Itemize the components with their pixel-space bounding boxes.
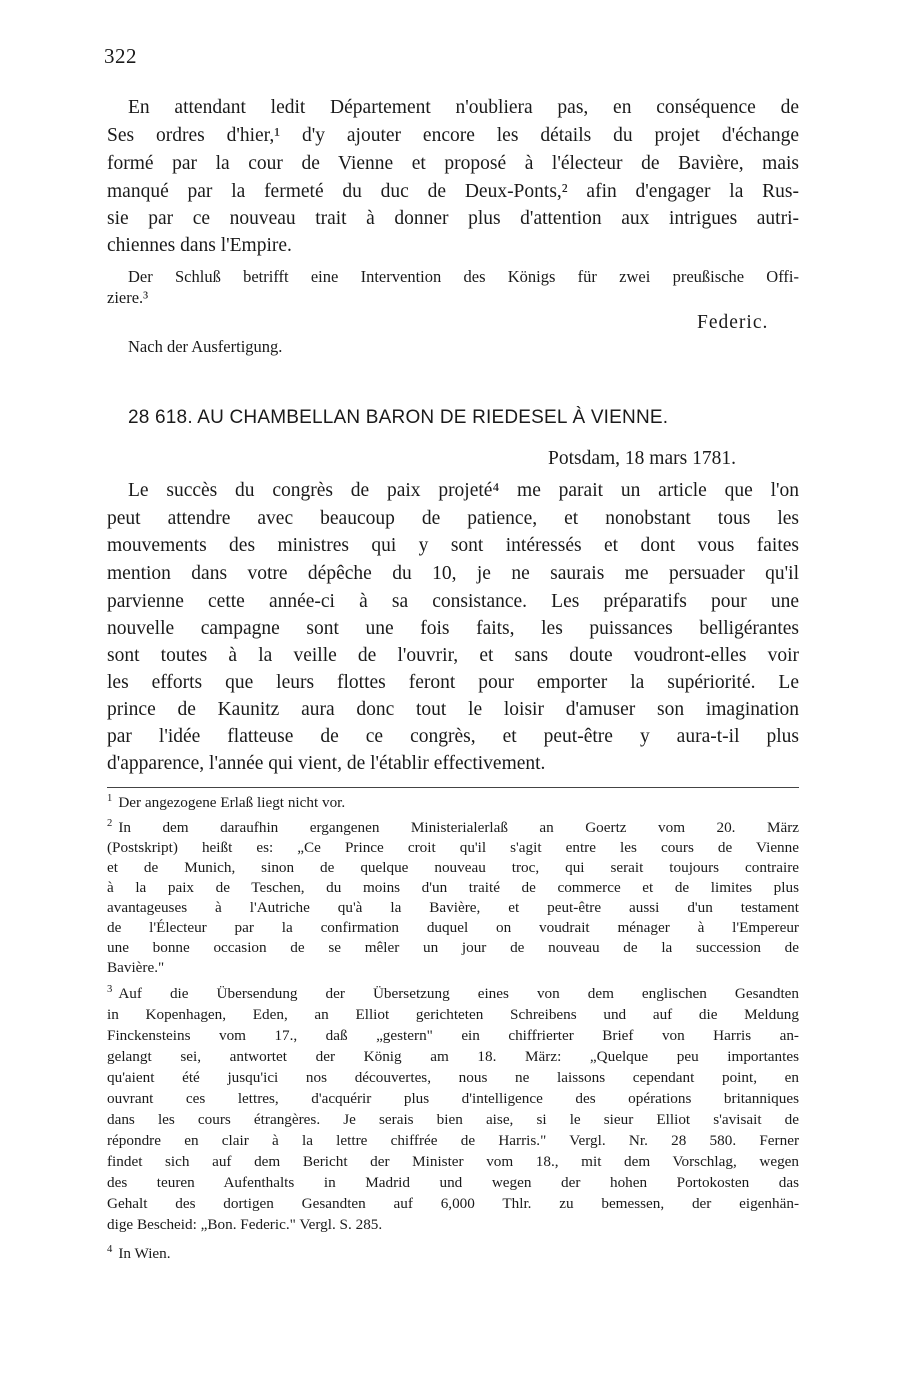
footnote-4 (107, 1244, 799, 1263)
summary-note-line: Der Schluß betrifft eine Intervention des Königs für zwei preußische Offi- (128, 267, 799, 286)
footnote-text: In dem daraufhin ergangenen Ministerialerlaß an Goertz vom 20. März (118, 819, 799, 836)
letter-line: sont toutes à la veille de l'ouvrir, et sans doute voudront-elles voir (107, 645, 799, 666)
footnote-1 (107, 793, 799, 812)
footnote-3-line: Gehalt des dortigen Gesandten auf 6,000 Thlr. zu bemessen, der eigenhän- (107, 1195, 799, 1212)
letter-line: peut attendre avec beaucoup de patience, et nonobstant tous les (107, 508, 799, 529)
footnote-marker: 3 (107, 983, 113, 995)
letter-line: nouvelle campagne sont une fois faits, les puissances belligérantes (107, 618, 799, 639)
intro-line: En attendant ledit Département n'oubliera pas, en conséquence de (128, 97, 799, 118)
letter-line: Le succès du congrès de paix projeté⁴ me parait un article que l'on (128, 480, 799, 501)
footnote-3-line: in Kopenhagen, Eden, an Elliot gerichteten Schreibens und auf die Meldung (107, 1006, 799, 1023)
page-number: 322 (104, 44, 137, 68)
footnote-marker: 1 (107, 792, 113, 804)
footnote-3-line: répondre en clair à la lettre chiffrée de Harris." Vergl. Nr. 28 580. Ferner (107, 1132, 799, 1149)
source-note: Nach der Ausfertigung. (128, 337, 283, 356)
footnote-divider (107, 787, 799, 788)
letter-heading: 28 618. AU CHAMBELLAN BARON DE RIEDESEL À VIENNE. (128, 407, 669, 428)
footnote-3-line: ouvrant ces lettres, d'acquérir plus d'intelligence des opérations britanniques (107, 1090, 799, 1107)
footnote-2-line: avantageuses à l'Autriche qu'à la Bavière, et peut-être aussi d'un testament (107, 899, 799, 916)
summary-note-line: ziere.³ (107, 288, 149, 307)
intro-line: manqué par la fermeté du duc de Deux-Ponts,² afin d'engager la Rus- (107, 181, 799, 202)
footnote-text: In Wien. (118, 1245, 171, 1262)
place-date: Potsdam, 18 mars 1781. (548, 448, 736, 469)
letter-line: les efforts que leurs flottes feront pour emporter la supériorité. Le (107, 672, 799, 693)
letter-line: parvienne cette année-ci à sa consistance. Les préparatifs pour une (107, 591, 799, 612)
letter-line: prince de Kaunitz aura donc tout le loisir d'amuser son imagination (107, 699, 799, 720)
footnote-text: Auf die Übersendung der Übersetzung eines von dem englischen Gesandten (118, 985, 799, 1002)
footnote-2-line: de l'Électeur par la confirmation duquel on voudrait ménager à l'Empereur (107, 919, 799, 936)
footnote-text: Der angezogene Erlaß liegt nicht vor. (118, 794, 346, 811)
intro-line: sie par ce nouveau trait à donner plus d'attention aux intrigues autri- (107, 208, 799, 229)
letter-line: mouvements des ministres qui y sont intéressés et dont vous faites (107, 535, 799, 556)
footnote-3-line: qu'aient été jusqu'ici nos découvertes, nous ne laissons cependant point, en (107, 1069, 799, 1086)
footnote-marker: 2 (107, 817, 113, 829)
footnote-2-line: et de Munich, sinon de quelque nouveau troc, qui serait toujours contraire (107, 859, 799, 876)
intro-line: formé par la cour de Vienne et proposé à l'électeur de Bavière, mais (107, 153, 799, 174)
footnote-3-line: des teuren Aufenthalts in Madrid und wegen der hohen Portokosten das (107, 1174, 799, 1191)
footnote-2-line (107, 818, 799, 837)
letter-line: par l'idée flatteuse de ce congrès, et peut-être y aura-t-il plus (107, 726, 799, 747)
intro-line: chiennes dans l'Empire. (107, 235, 292, 256)
letter-line: d'apparence, l'année qui vient, de l'établir effectivement. (107, 753, 546, 774)
footnote-3-line: dige Bescheid: „Bon. Federic." Vergl. S. 285. (107, 1216, 383, 1233)
letter-line: mention dans votre dépêche du 10, je ne saurais me persuader qu'il (107, 563, 799, 584)
footnote-3-line: Finckensteins vom 17., daß „gestern" ein chiffrierter Brief von Harris an- (107, 1027, 799, 1044)
intro-line: Ses ordres d'hier,¹ d'y ajouter encore les détails du projet d'échange (107, 125, 799, 146)
footnote-3-line: gelangt sei, antwortet der König am 18. März: „Quelque peu importantes (107, 1048, 799, 1065)
footnote-2-line: (Postskript) heißt es: „Ce Prince croit qu'il s'agit entre les cours de Vienne (107, 839, 799, 856)
footnote-3-line: findet sich auf dem Bericht der Minister vom 18., mit dem Vorschlag, wegen (107, 1153, 799, 1170)
footnote-3-line: dans les cours étrangères. Je serais bien aise, si le sieur Elliot s'avisait de (107, 1111, 799, 1128)
footnote-2-line: Bavière." (107, 959, 165, 976)
signature: Federic. (697, 312, 769, 333)
footnote-2-line: à la paix de Teschen, du moins d'un traité de commerce et de limites plus (107, 879, 799, 896)
footnote-marker: 4 (107, 1243, 113, 1255)
footnote-3-line (107, 984, 799, 1003)
footnote-2-line: une bonne occasion de se mêler un jour de nouveau de la succession de (107, 939, 799, 956)
